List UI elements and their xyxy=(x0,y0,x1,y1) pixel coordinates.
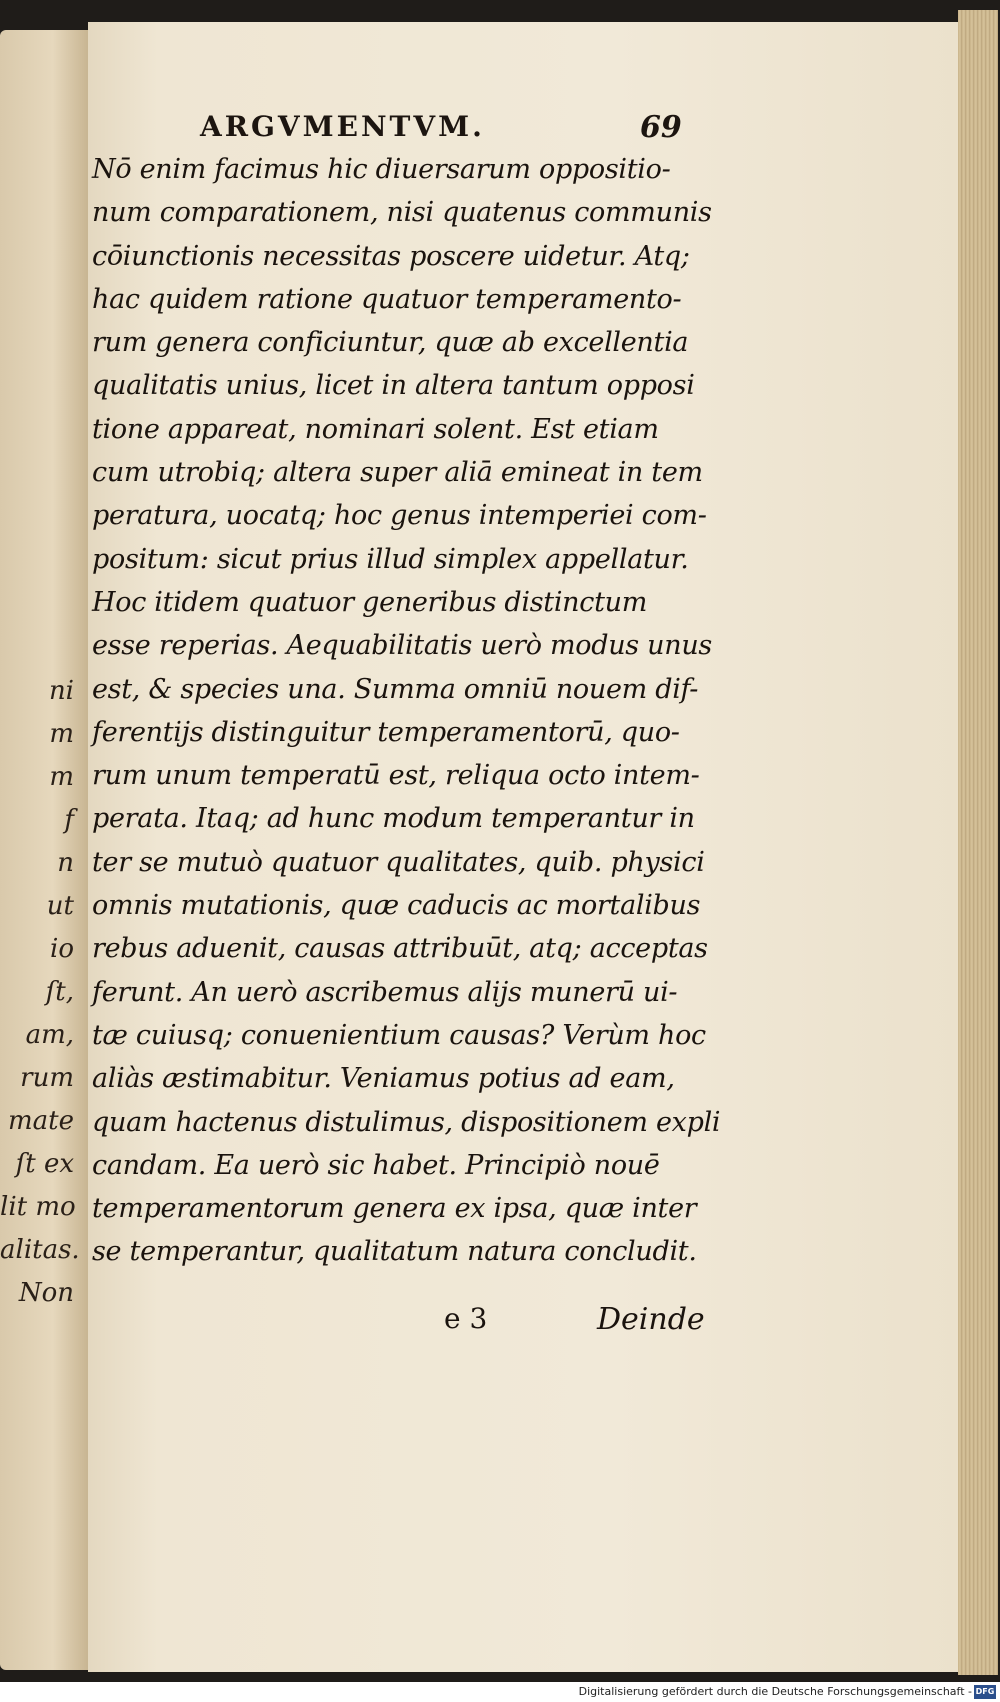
facing-fragment: ſt, xyxy=(45,977,74,1007)
credit-text: Digitalisierung gefördert durch die Deutsche Forschungsgemeinschaft - xyxy=(578,1685,972,1698)
page-header xyxy=(110,110,690,150)
text-line: quam hactenus distulimus, dispositionem expli xyxy=(92,1106,721,1138)
facing-fragment: rum xyxy=(20,1063,74,1093)
text-line: rum unum temperatū est, reliqua octo intem- xyxy=(92,760,700,792)
facing-fragment: am, xyxy=(25,1020,74,1050)
facing-fragment: m xyxy=(49,719,74,749)
text-line: hac quidem ratione quatuor temperamento- xyxy=(92,283,682,315)
text-line: se temperantur, qualitatum natura concludit. xyxy=(92,1236,697,1268)
text-line: qualitatis unius, licet in altera tantum opposi xyxy=(92,370,695,402)
text-line: temperamentorum genera ex ipsa, quæ inter xyxy=(92,1193,697,1225)
facing-fragment: alitas. xyxy=(0,1235,80,1265)
text-line: num comparationem, nisi quatenus communis xyxy=(92,197,712,229)
text-line: tæ cuiusq; conuenientium causas? Verùm hoc xyxy=(92,1019,706,1051)
facing-fragment: ut xyxy=(46,891,74,921)
text-line: Nō enim facimus hic diuersarum oppositio- xyxy=(92,154,671,185)
facing-page xyxy=(0,30,88,1670)
body-text xyxy=(92,148,721,1274)
text-line: Hoc itidem quatuor generibus distinctum xyxy=(92,586,648,618)
signature-mark: e 3 xyxy=(444,1302,488,1335)
page-number: 69 xyxy=(640,110,682,145)
facing-fragment: mate xyxy=(8,1106,74,1136)
page-edges xyxy=(958,10,998,1675)
text-line: perata. Itaq; ad hunc modum temperantur in xyxy=(92,803,695,835)
dfg-logo-icon: DFG xyxy=(974,1685,996,1699)
text-line: est, & species una. Summa omniū nouem dif- xyxy=(92,673,699,705)
text-line: rum genera conficiuntur, quæ ab excellentia xyxy=(92,327,689,359)
facing-fragment: ni xyxy=(48,676,74,706)
text-line: aliàs æstimabitur. Veniamus potius ad eam, xyxy=(92,1063,675,1095)
text-line: ferunt. An uerò ascribemus alijs munerū ui- xyxy=(92,976,678,1008)
text-line: rebus aduenit, causas attribuūt, atq; acceptas xyxy=(92,933,708,965)
text-line: ferentijs distinguitur temperamentorū, quo- xyxy=(92,716,680,748)
text-line: cōiunctionis necessitas poscere uidetur. Atq; xyxy=(92,240,690,272)
credit-bar xyxy=(0,1682,1000,1702)
facing-fragment: m xyxy=(49,762,74,792)
facing-fragment: ſt ex xyxy=(15,1149,74,1179)
text-line: peratura, uocatq; hoc genus intemperiei com- xyxy=(92,500,707,532)
facing-fragment: io xyxy=(50,934,74,964)
facing-fragment: f xyxy=(64,805,74,835)
text-line: ter se mutuò quatuor qualitates, quib. physici xyxy=(92,846,705,878)
text-line: positum: sicut prius illud simplex appellatur. xyxy=(92,543,689,575)
catchword: Deinde xyxy=(597,1302,705,1337)
text-line: esse reperias. Aequabilitatis uerò modus unus xyxy=(92,630,712,662)
text-line: cum utrobiq; altera super aliā emineat in tem xyxy=(92,457,703,489)
facing-fragment: Non xyxy=(18,1278,74,1308)
text-line: tione appareat, nominari solent. Est etiam xyxy=(92,413,659,445)
running-title: ARGVMENTVM. xyxy=(200,110,485,143)
facing-fragment: lit mo xyxy=(0,1192,76,1222)
facing-page-fragments xyxy=(0,670,80,1315)
text-line: candam. Ea uerò sic habet. Principiò nouē xyxy=(92,1149,660,1181)
facing-fragment: n xyxy=(57,848,74,878)
page-footer xyxy=(92,1302,712,1342)
text-line: omnis mutationis, quæ caducis ac mortalibus xyxy=(92,890,701,922)
